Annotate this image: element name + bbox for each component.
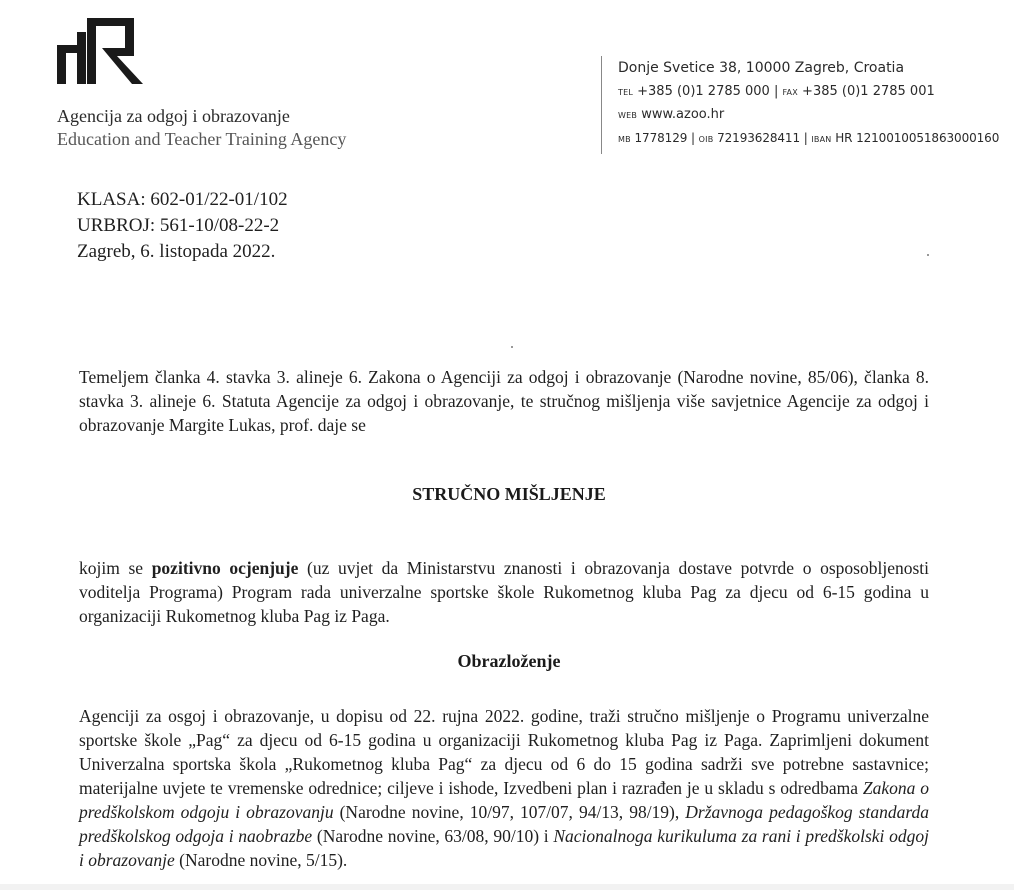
scan-mark bbox=[511, 346, 513, 348]
rationale-law-3: Nacionalnoga kurikuluma za rani i predškolski odgoj i obrazovanje bbox=[79, 826, 929, 870]
iban-value: HR 1210010051863000160 bbox=[835, 131, 1000, 145]
scan-mark bbox=[927, 254, 929, 256]
intro-paragraph: Temeljem članka 4. stavka 3. alineje 6. Zakona o Agenciji za odgoj i obrazovanje (Narodne novine, 85/06), članka 8. stavka 3. alineje 6. Statuta Agencije za odgoj i obrazovanje, te stručnog mišljenja više savjetnice Agencije za odgoj i obrazovanje Margite Lukas, prof. daje se bbox=[79, 367, 929, 435]
page-edge bbox=[0, 884, 1014, 890]
decision-bold: pozitivno ocjenjuje bbox=[151, 558, 299, 578]
registry-line: MB 1778129 | OIB 72193628411 | IBAN HR 1210010051863000160 bbox=[618, 131, 1000, 145]
tel-value: +385 (0)1 2785 000 bbox=[637, 84, 770, 99]
web-line bbox=[618, 107, 724, 122]
oib-value: 72193628411 bbox=[717, 131, 800, 145]
agency-name-hr: Agencija za odgoj i obrazovanje bbox=[57, 106, 290, 126]
agency-logo bbox=[57, 18, 143, 84]
web-label: WEB bbox=[618, 111, 638, 120]
rationale-text-2: (Narodne novine, 10/97, 107/07, 94/13, 98/19), bbox=[333, 802, 686, 822]
mb-label: MB bbox=[618, 135, 631, 144]
klasa: KLASA: 602-01/22-01/102 bbox=[77, 189, 288, 210]
rationale-paragraph bbox=[79, 704, 929, 872]
rationale-law-1: Zakona o predškolskom odgoju i obrazovanju bbox=[79, 778, 929, 822]
decision-post: (uz uvjet da Ministarstvu znanosti i obrazovanja dostave potvrde o osposobljenosti voditelja Programa) Program rada univerzalne sportske škole Rukometnog kluba Pag za djecu od 6-15 godina u organizaciji Rukometnog kluba Pag iz Paga. bbox=[79, 558, 929, 626]
rationale-text-4: (Narodne novine, 5/15). bbox=[174, 850, 348, 870]
rationale-law-2: Državnoga pedagoškog standarda predškolskog odgoja i naobrazbe bbox=[79, 802, 930, 846]
decision-paragraph bbox=[79, 556, 929, 628]
oib-label: OIB bbox=[698, 135, 714, 144]
agency-name-en: Education and Teacher Training Agency bbox=[57, 129, 347, 149]
phone-fax-line: TEL +385 (0)1 2785 000 | FAX +385 (0)1 2785 001 bbox=[618, 84, 935, 99]
section-heading: Obrazloženje bbox=[457, 651, 561, 671]
rationale-text-3: (Narodne novine, 63/08, 90/10) i bbox=[312, 826, 554, 846]
contact-divider bbox=[601, 56, 602, 154]
rationale-text-1: Agenciji za osgoj i obrazovanje, u dopisu od 22. rujna 2022. godine, traži stručno mišljenje o Programu univerzalne sportske škole „Pag“ za djecu od 6-15 godina u organizaciji Rukometnog kluba Pag iz Paga. Zaprimljeni dokument Univerzalna sportska škola „Rukometnog kluba Pag“ za djecu od 6 do 15 godina sadrži sve potrebne sastavnice; materijalne uvjete te vremenske odrednice; ciljeve i ishode, Izvedbeni plan i razrađen je u skladu s odredbama bbox=[79, 706, 929, 798]
urbroj: URBROJ: 561-10/08-22-2 bbox=[77, 215, 280, 236]
address: Donje Svetice 38, 10000 Zagreb, Croatia bbox=[618, 60, 905, 76]
document-title: STRUČNO MIŠLJENJE bbox=[412, 484, 606, 504]
place-date: Zagreb, 6. listopada 2022. bbox=[77, 241, 276, 262]
fax-value: +385 (0)1 2785 001 bbox=[802, 84, 935, 99]
tel-label: TEL bbox=[618, 88, 633, 97]
iban-label: IBAN bbox=[811, 135, 832, 144]
mb-value: 1778129 bbox=[634, 131, 688, 145]
decision-pre: kojim se bbox=[79, 558, 152, 578]
fax-label: FAX bbox=[782, 88, 798, 97]
web-value: www.azoo.hr bbox=[641, 107, 725, 122]
